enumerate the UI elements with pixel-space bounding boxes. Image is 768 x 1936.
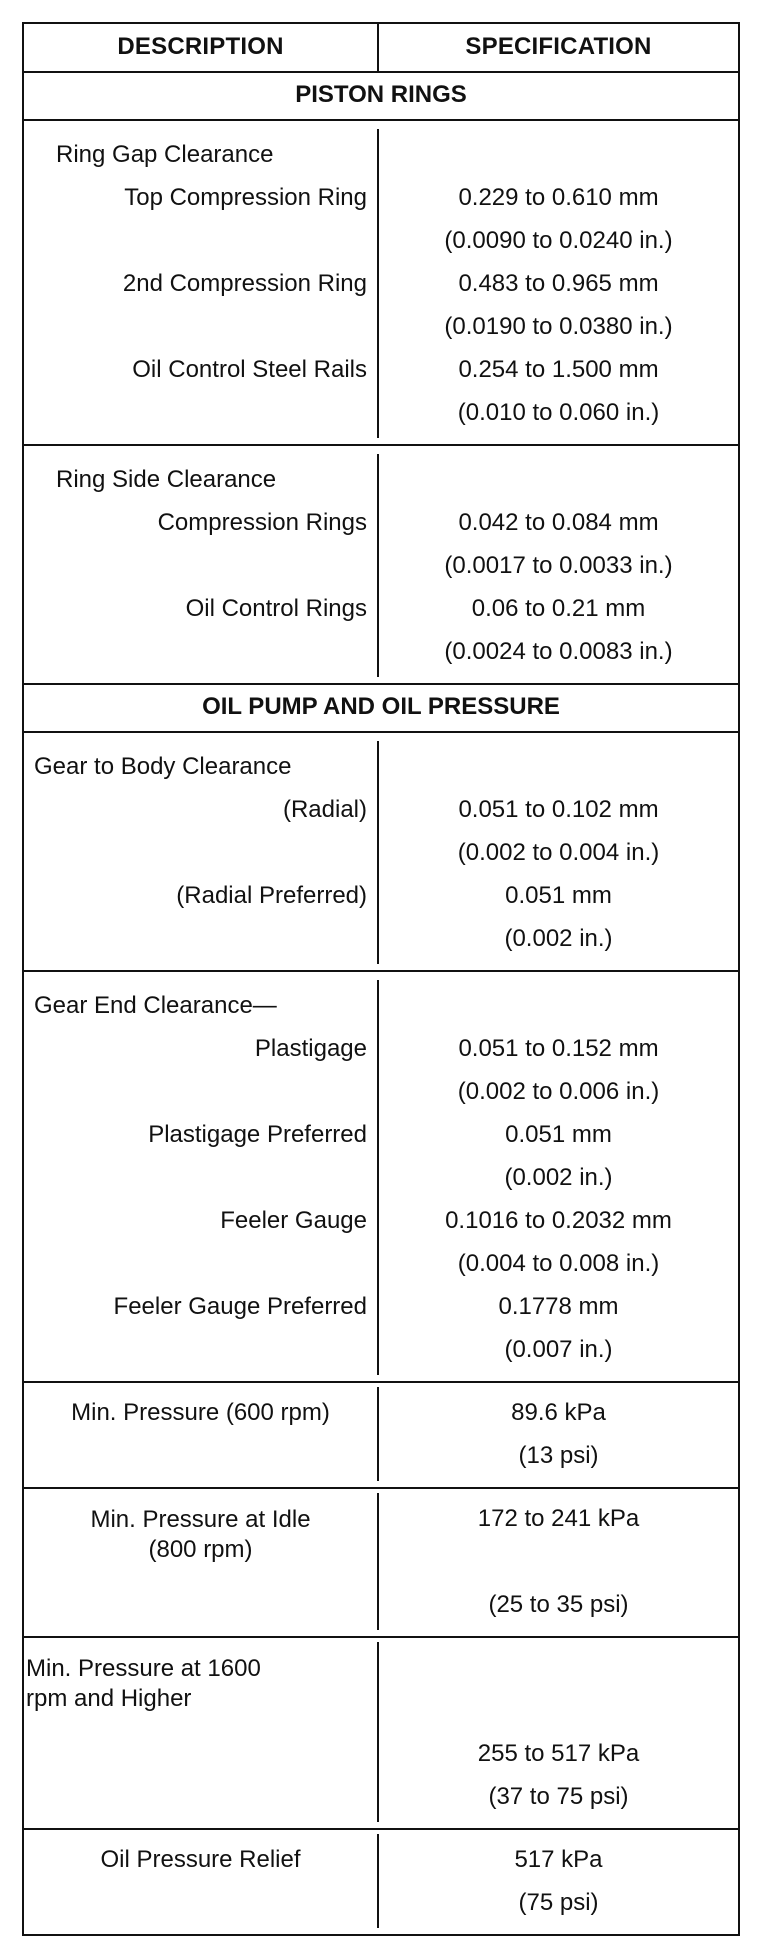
gear-body-title: Gear to Body Clearance [34, 753, 292, 780]
pressure-1600-spec [379, 1642, 738, 1822]
ring-gap-spec [379, 129, 738, 438]
ring-gap-2nd-label: 2nd Compression Ring [122, 270, 367, 297]
header-description: DESCRIPTION [24, 24, 379, 71]
pressure-600-psi: (13 psi) [518, 1442, 599, 1469]
gear-end-plasti-pref-label: Plastigage Preferred [148, 1121, 367, 1148]
ring-side-comp-mm: 0.042 to 0.084 mm [458, 509, 659, 536]
ring-side-oil-in: (0.0024 to 0.0083 in.) [444, 638, 673, 665]
pressure-idle-kpa: 172 to 241 kPa [477, 1505, 640, 1532]
pressure-1600-psi: (37 to 75 psi) [488, 1783, 629, 1810]
pressure-idle-psi: (25 to 35 psi) [488, 1591, 629, 1618]
ring-gap-2nd-in: (0.0190 to 0.0380 in.) [444, 313, 673, 340]
gear-body-pref-mm: 0.051 mm [505, 882, 612, 909]
ring-side-spec [379, 454, 738, 677]
gear-end-desc [24, 980, 379, 1375]
gear-end-title: Gear End Clearance— [34, 992, 277, 1019]
ring-gap-2nd-mm: 0.483 to 0.965 mm [458, 270, 659, 297]
gear-body-pref-in: (0.002 in.) [504, 925, 613, 952]
pressure-idle-row [24, 1489, 738, 1638]
ring-gap-oil-in: (0.010 to 0.060 in.) [457, 399, 660, 426]
gear-body-pref-label: (Radial Preferred) [176, 882, 367, 909]
pressure-1600-desc [24, 1642, 379, 1822]
section-piston-rings: PISTON RINGS [24, 73, 738, 121]
gear-end-feeler-in: (0.004 to 0.008 in.) [457, 1250, 660, 1277]
ring-gap-group [24, 121, 738, 446]
gear-end-plasti-pref-in: (0.002 in.) [504, 1164, 613, 1191]
gear-body-radial-in: (0.002 to 0.004 in.) [457, 839, 660, 866]
pressure-600-label: Min. Pressure (600 rpm) [71, 1399, 330, 1426]
gear-end-group [24, 972, 738, 1383]
ring-side-oil-label: Oil Control Rings [185, 595, 367, 622]
pressure-relief-kpa: 517 kPa [514, 1846, 603, 1873]
pressure-idle-label-1: Min. Pressure at Idle [90, 1506, 311, 1533]
gear-body-group [24, 733, 738, 972]
pressure-600-kpa: 89.6 kPa [511, 1399, 606, 1426]
pressure-1600-row [24, 1638, 738, 1830]
ring-gap-title: Ring Gap Clearance [56, 141, 274, 168]
gear-end-plasti-label: Plastigage [254, 1035, 367, 1062]
pressure-idle-spec [379, 1493, 738, 1630]
gear-end-feeler-pref-label: Feeler Gauge Preferred [113, 1293, 367, 1320]
ring-side-title: Ring Side Clearance [56, 466, 277, 493]
ring-side-comp-in: (0.0017 to 0.0033 in.) [444, 552, 673, 579]
pressure-relief-psi: (75 psi) [518, 1889, 599, 1916]
ring-side-comp-label: Compression Rings [157, 509, 367, 536]
pressure-600-desc [24, 1387, 379, 1481]
pressure-relief-row [24, 1830, 738, 1934]
ring-gap-oil-label: Oil Control Steel Rails [132, 356, 367, 383]
gear-end-spec [379, 980, 738, 1375]
ring-side-oil-mm: 0.06 to 0.21 mm [471, 595, 646, 622]
pressure-1600-kpa: 255 to 517 kPa [477, 1740, 640, 1767]
gear-body-radial-mm: 0.051 to 0.102 mm [458, 796, 659, 823]
gear-body-radial-label: (Radial) [282, 796, 367, 823]
ring-gap-top-in: (0.0090 to 0.0240 in.) [444, 227, 673, 254]
ring-side-desc [24, 454, 379, 677]
gear-end-feeler-pref-mm: 0.1778 mm [498, 1293, 619, 1320]
ring-gap-desc [24, 129, 379, 438]
gear-body-desc [24, 741, 379, 964]
gear-body-spec [379, 741, 738, 964]
pressure-600-spec [379, 1387, 738, 1481]
pressure-idle-desc [24, 1493, 379, 1630]
gear-end-plasti-in: (0.002 to 0.006 in.) [457, 1078, 660, 1105]
section-oil-pump: OIL PUMP AND OIL PRESSURE [24, 685, 738, 733]
table-header-row [24, 24, 738, 73]
pressure-1600-label-2: rpm and Higher [26, 1685, 192, 1712]
gear-end-feeler-label: Feeler Gauge [220, 1207, 367, 1234]
gear-end-feeler-pref-in: (0.007 in.) [504, 1336, 613, 1363]
pressure-600-row [24, 1383, 738, 1489]
pressure-relief-spec [379, 1834, 738, 1928]
ring-gap-top-label: Top Compression Ring [124, 184, 367, 211]
ring-gap-top-mm: 0.229 to 0.610 mm [458, 184, 659, 211]
ring-gap-oil-mm: 0.254 to 1.500 mm [458, 356, 659, 383]
pressure-relief-label: Oil Pressure Relief [100, 1846, 301, 1873]
pressure-1600-label-1: Min. Pressure at 1600 [26, 1655, 261, 1682]
header-specification: SPECIFICATION [465, 33, 652, 60]
spec-table [22, 22, 740, 1936]
ring-side-group [24, 446, 738, 685]
gear-end-feeler-mm: 0.1016 to 0.2032 mm [445, 1207, 672, 1234]
gear-end-plasti-pref-mm: 0.051 mm [505, 1121, 612, 1148]
pressure-relief-desc [24, 1834, 379, 1928]
pressure-idle-label-2: (800 rpm) [148, 1536, 253, 1563]
gear-end-plasti-mm: 0.051 to 0.152 mm [458, 1035, 659, 1062]
